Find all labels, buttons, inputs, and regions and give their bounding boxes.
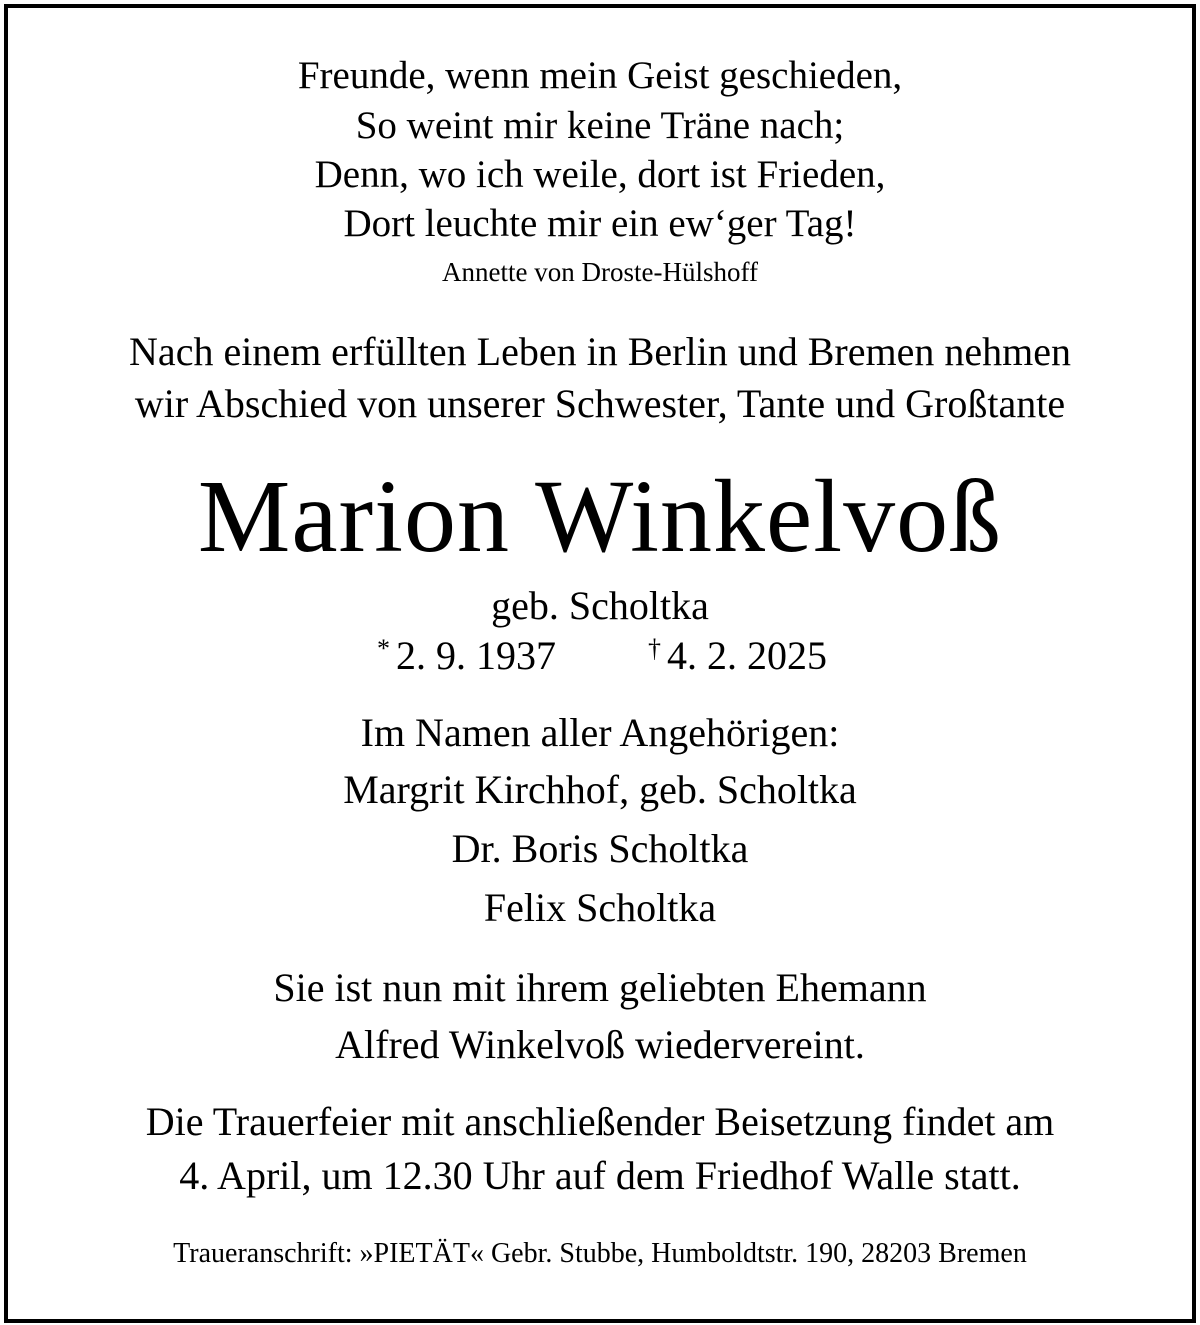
death-date-block (648, 633, 827, 678)
mourner-name-3: Felix Scholtka (483, 885, 717, 930)
mourner-name-2: Dr. Boris Scholtka (451, 826, 749, 871)
mourner-name-1: Margrit Kirchhof, geb. Scholtka (343, 767, 857, 812)
birth-date: 2. 9. 1937 (396, 633, 556, 678)
deceased-name: Marion Winkelvoß (197, 459, 1003, 574)
mourning-address: Traueranschrift: »PIETÄT« Gebr. Stubbe, Humboldtstr. 190, 28203 Bremen (173, 1238, 1027, 1269)
reunion-line-1: Sie ist nun mit ihrem geliebten Ehemann (273, 965, 927, 1010)
poem-line-4: Dort leuchte mir ein ew‘ger Tag! (343, 202, 857, 245)
poem-line-2: So weint mir keine Träne nach; (355, 104, 845, 147)
funeral-line-1: Die Trauerfeier mit anschließender Beisetzung findet am (145, 1099, 1055, 1144)
birth-date-block (377, 633, 556, 678)
intro-line-1: Nach einem erfüllten Leben in Berlin und Bremen nehmen (129, 329, 1071, 374)
poem-author: Annette von Droste-Hülshoff (442, 257, 758, 287)
birth-star-icon: * (377, 634, 390, 663)
birth-name: geb. Scholtka (491, 583, 709, 628)
intro-line-2: wir Abschied von unserer Schwester, Tante und Großtante (134, 381, 1066, 426)
poem-line-1: Freunde, wenn mein Geist geschieden, (297, 54, 903, 97)
poem-line-3: Denn, wo ich weile, dort ist Frieden, (314, 153, 886, 196)
death-cross-icon: † (648, 634, 661, 663)
mourners-heading: Im Namen aller Angehörigen: (360, 710, 840, 755)
funeral-line-2: 4. April, um 12.30 Uhr auf dem Friedhof Walle statt. (179, 1153, 1021, 1198)
reunion-line-2: Alfred Winkelvoß wiedervereint. (335, 1022, 865, 1067)
death-date: 4. 2. 2025 (667, 633, 827, 678)
life-dates (0, 633, 1200, 686)
